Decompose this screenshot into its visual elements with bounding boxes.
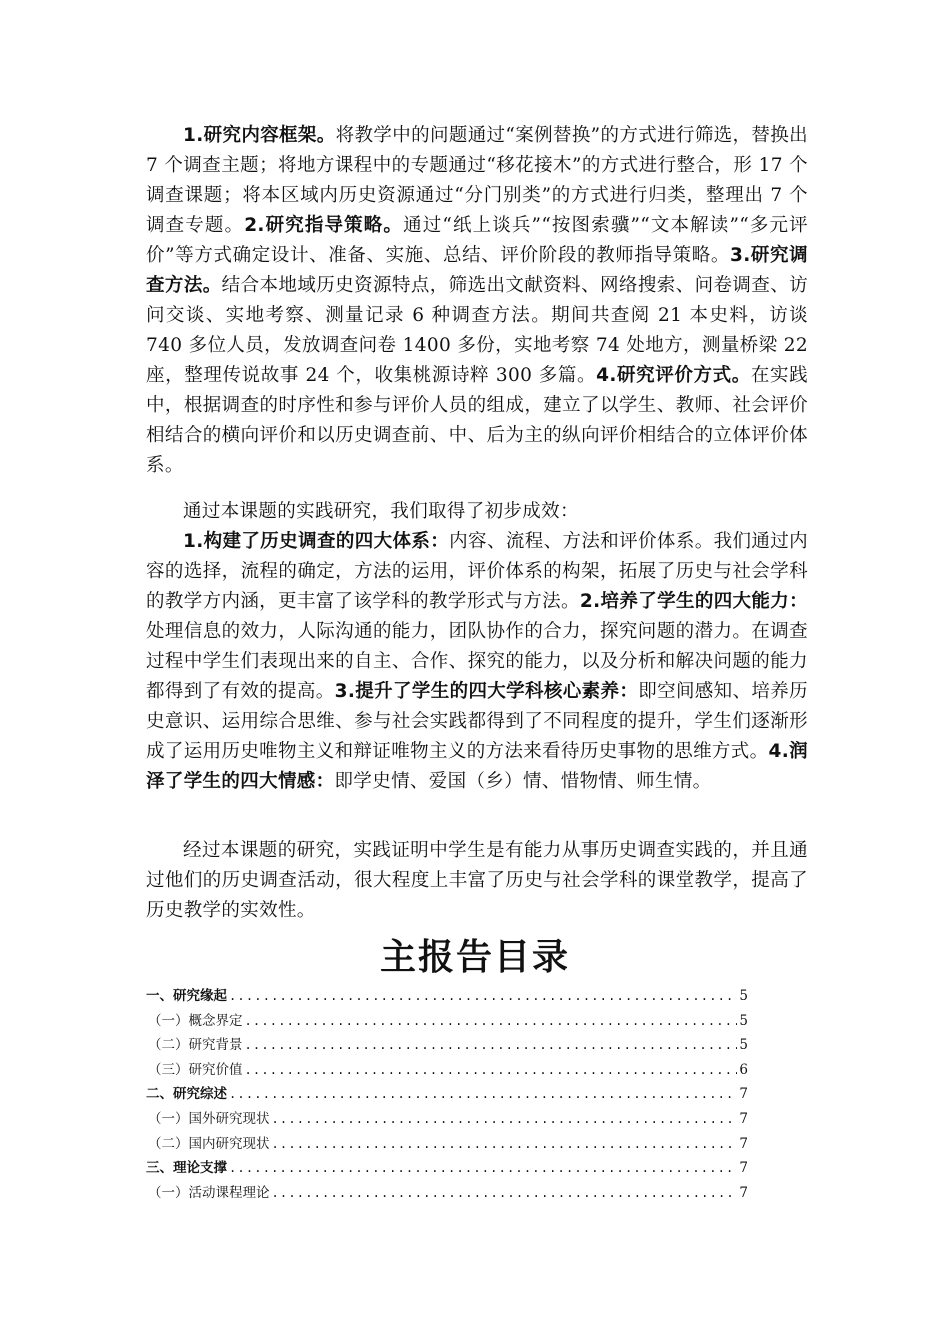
text-survey-methods: 结合本地域历史资源特点，筛选出文献资料、网络搜索、问卷调查、访问交谈、实地考察、测量记录 6 种调查方法。期间共查阅 21 本史料，访谈 740 多位人员，发放调查问卷 1400 多份，实地考察 74 处地方，测量桥梁 22 座，整理传说故事 24 个，收集桃源诗粹 300 多篇。 [146,275,808,386]
toc-entry[interactable] [146,1181,748,1206]
paragraph-conclusion [146,836,808,926]
text-evaluation-method: 在实践中，根据调查的时序性和参与评价人员的组成，建立了以学生、教师、社会评价相结合的横向评价和以历史调查前、中、后为主的纵向评价相结合的立体评价体系。 [146,365,808,476]
toc-entry-label: （二）研究背景 [148,1037,243,1054]
heading-content-framework: 1.研究内容框架。 [183,125,336,146]
toc-leader-dots [272,1181,738,1206]
toc-entry-page: 5 [739,988,748,1004]
toc-entry[interactable] [146,1082,748,1107]
toc-entry[interactable] [146,1033,748,1058]
toc-leader-dots [229,1156,737,1181]
toc-entry[interactable] [146,984,748,1009]
toc-entry-label: （二）国内研究现状 [148,1135,270,1152]
table-of-contents [146,984,748,1205]
toc-entry-page: 7 [739,1184,748,1201]
text-core-literacy: 即空间感知、培养历史意识、运用综合思维、参与社会实践都得到了不同程度的提升，学生们逐渐形成了运用历史唯物主义和辩证唯物主义的方法来看待历史事物的思维方式。 [146,681,808,762]
toc-entry-page: 5 [739,1037,748,1054]
toc-leader-dots [245,1033,738,1058]
toc-leader-dots [229,1082,737,1107]
paragraph-research-framework [146,121,808,481]
toc-leader-dots [229,984,737,1009]
heading-core-literacy: 3.提升了学生的四大学科核心素养： [334,681,639,702]
paragraph-results [146,527,808,797]
conclusion-text: 经过本课题的研究，实践证明中学生是有能力从事历史调查实践的，并且通过他们的历史调查活动，很大程度上丰富了历史与社会学科的课堂教学，提高了历史教学的实效性。 [146,840,808,921]
toc-leader-dots [245,1009,738,1034]
heading-four-abilities: 2.培养了学生的四大能力： [579,591,808,612]
toc-leader-dots [245,1058,738,1083]
heading-evaluation-method: 4.研究评价方式。 [596,365,751,386]
toc-entry-label: 一、研究缘起 [146,988,227,1004]
toc-leader-dots [272,1132,738,1157]
toc-entry-page: 7 [739,1135,748,1152]
toc-entry-label: （三）研究价值 [148,1061,243,1078]
toc-entry-label: 二、研究综述 [146,1086,227,1103]
heading-four-systems: 1.构建了历史调查的四大体系： [183,531,450,552]
toc-entry-label: （一）国外研究现状 [148,1110,270,1127]
toc-entry[interactable] [146,1132,748,1157]
toc-entry[interactable] [146,1156,748,1181]
toc-entry-page: 7 [739,1160,748,1177]
heading-guidance-strategy: 2.研究指导策略。 [244,215,404,236]
toc-entry-page: 5 [739,1012,748,1029]
text-four-systems: 内容、流程、方法和评价体系。我们通过内容的选择，流程的确定，方法的运用，评价体系的构架，拓展了历史与社会学科的教学方内涵，更丰富了该学科的教学形式与方法。 [146,531,808,612]
toc-entry-page: 7 [739,1110,748,1127]
toc-entry[interactable] [146,1058,748,1083]
text-four-emotions: 即学史情、爱国（乡）情、惜物情、师生情。 [334,771,712,792]
toc-leader-dots [272,1107,738,1132]
paragraph-results-intro [146,497,808,527]
toc-entry[interactable] [146,1009,748,1034]
toc-entry-label: 三、理论支撑 [146,1160,227,1177]
heading-survey-methods: 3.研究调查方法。 [146,245,809,296]
text-four-abilities: 处理信息的效力，人际沟通的能力，团队协作的合力，探究问题的潜力。在调查过程中学生们表现出来的自主、合作、探究的能力，以及分析和解决问题的能力都得到了有效的提高。 [146,621,808,702]
toc-entry[interactable] [146,1107,748,1132]
heading-four-emotions: 4.润泽了学生的四大情感： [146,741,808,792]
toc-entry-label: （一）概念界定 [148,1012,243,1029]
results-intro-text: 通过本课题的实践研究，我们取得了初步成效： [183,501,579,522]
toc-entry-page: 6 [739,1061,748,1078]
toc-title: 主报告目录 [379,937,570,978]
text-content-framework: 将教学中的问题通过“案例替换”的方式进行筛选，替换出 7 个调查主题；将地方课程中的专题通过“移花接木”的方式进行整合，形 17 个调查课题；将本区域内历史资源通过“分门别类”的方式进行归类，整理出 7 个调查专题。 [146,125,808,236]
toc-entry-label: （一）活动课程理论 [148,1184,270,1201]
toc-entry-page: 7 [739,1086,748,1103]
text-guidance-strategy: 通过“纸上谈兵”“按图索骥”“文本解读”“多元评价”等方式确定设计、准备、实施、总结、评价阶段的教师指导策略。 [146,215,808,266]
